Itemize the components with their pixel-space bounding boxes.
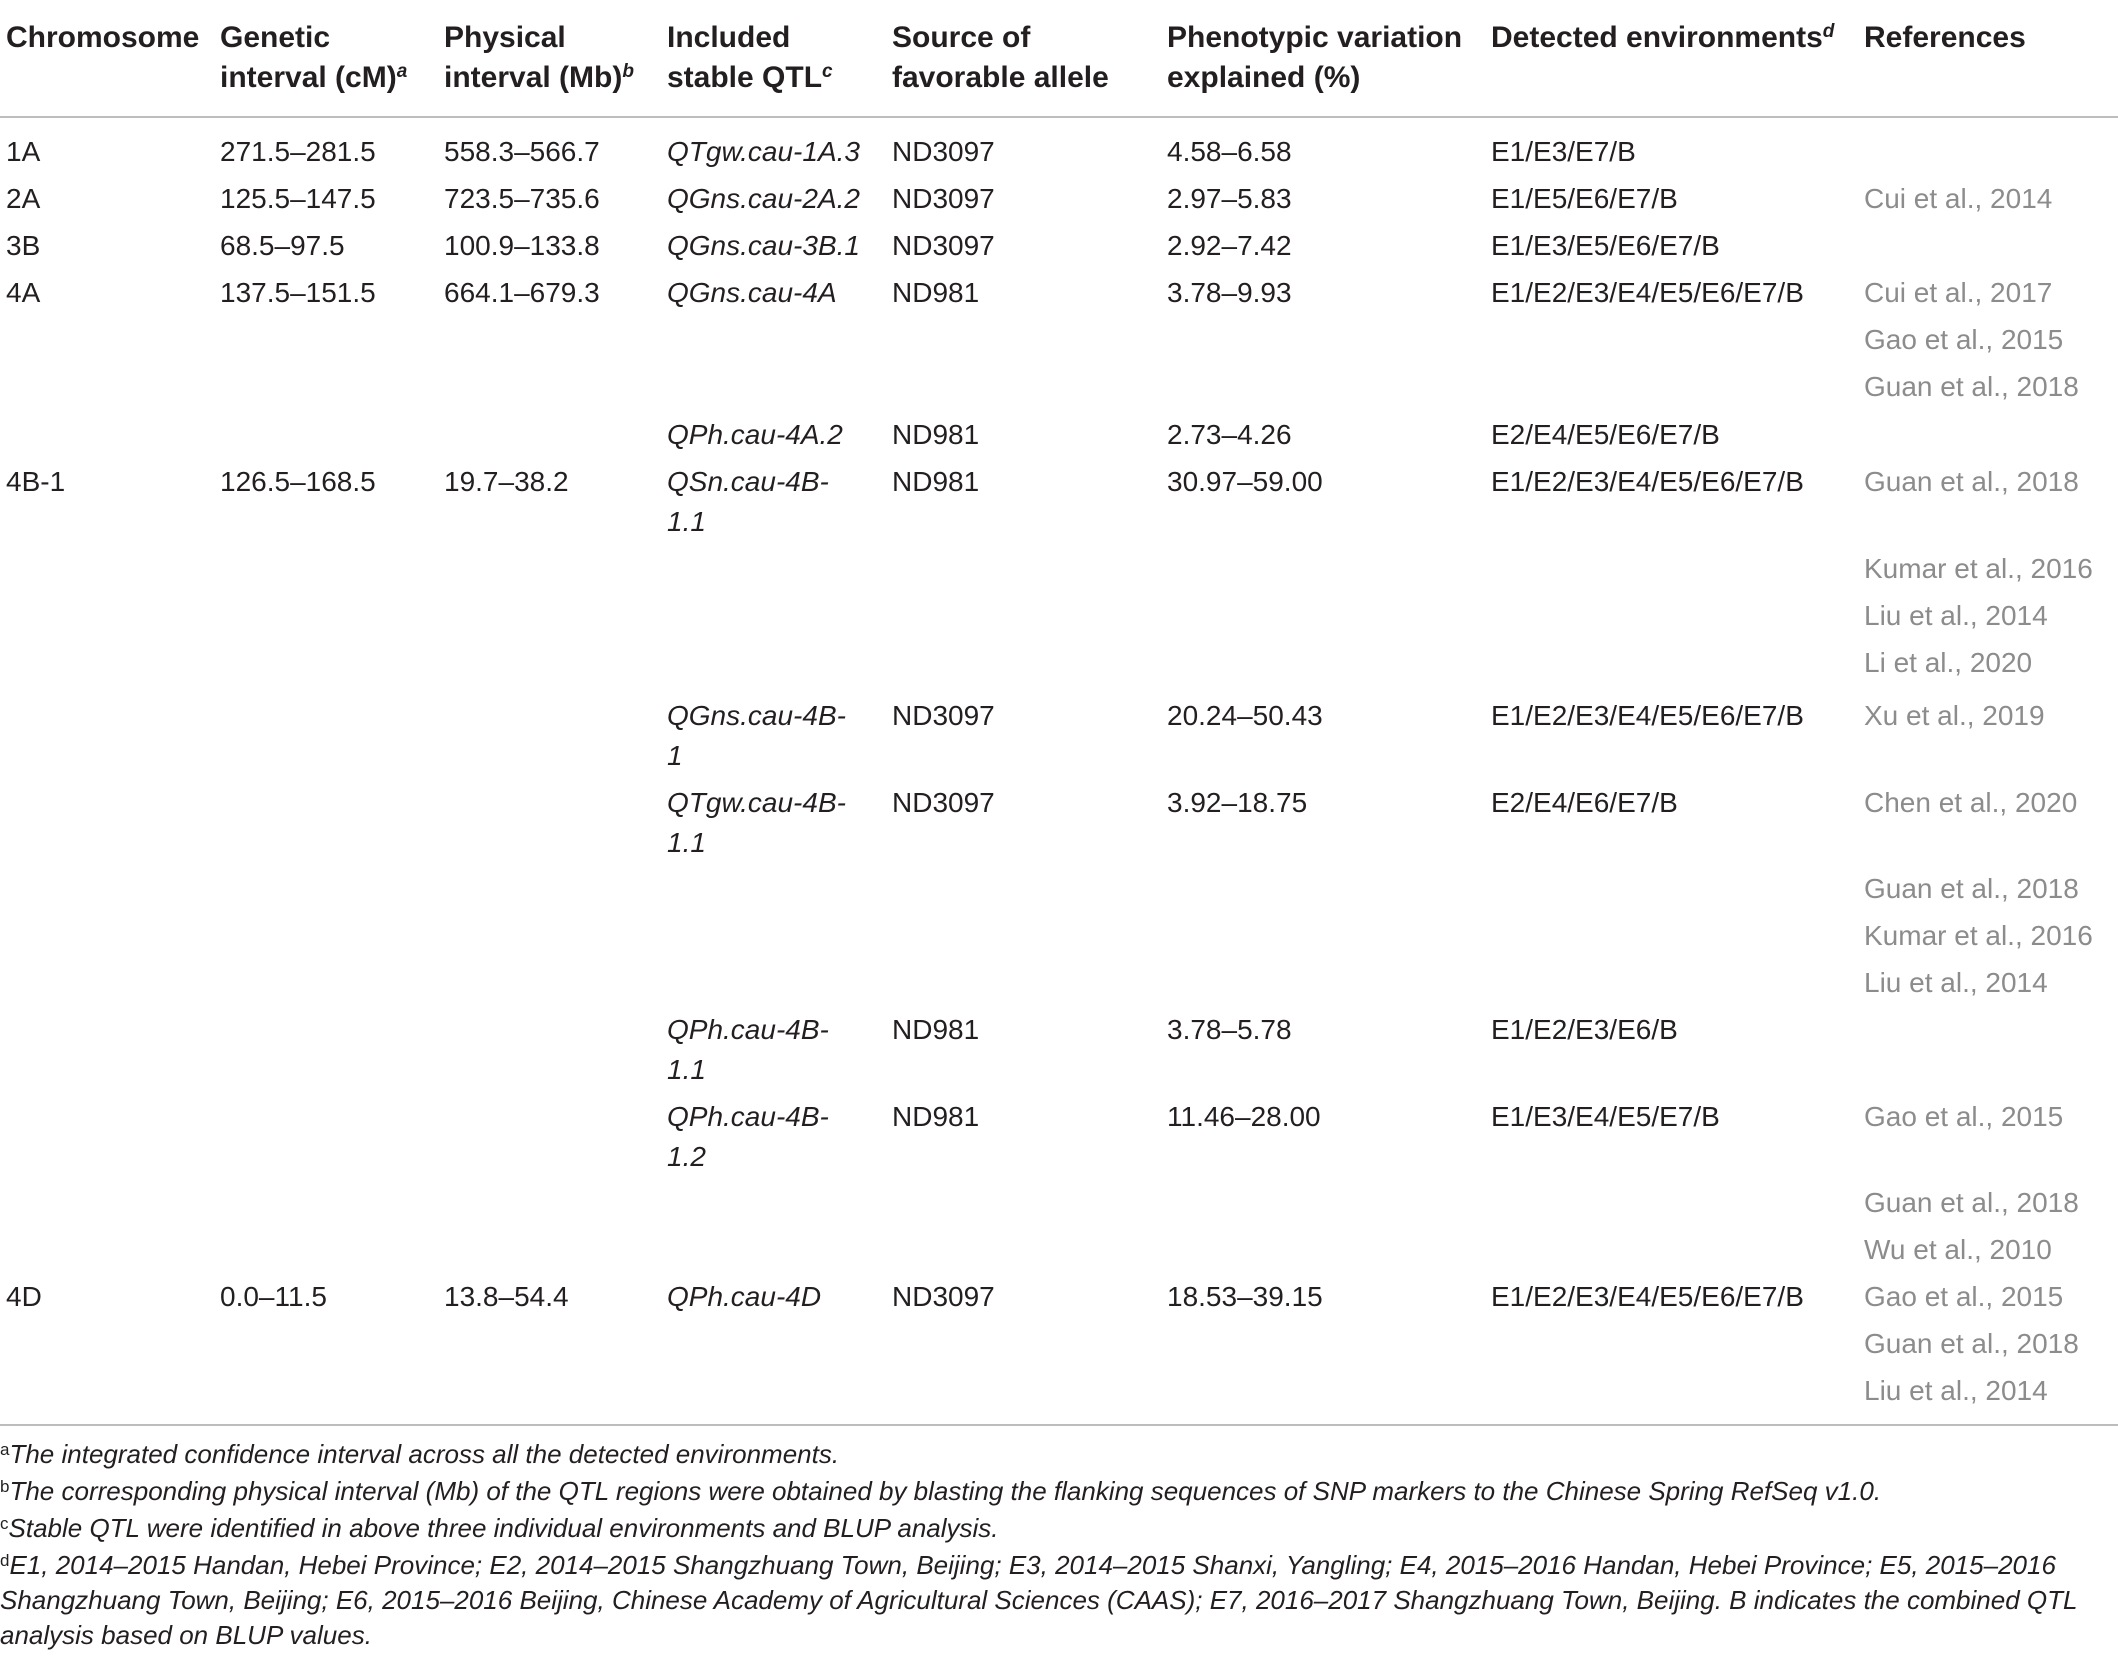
cell-qtl: QPh.cau-4D [667, 1281, 822, 1312]
cell-pve: 30.97–59.00 [1167, 466, 1323, 497]
reference-link[interactable]: Gao et al., 2015 [1864, 324, 2064, 355]
cell-source: ND3097 [892, 1281, 995, 1312]
cell-physical-interval: 723.5–735.6 [444, 183, 600, 214]
cell-source: ND3097 [892, 136, 995, 167]
header-chromosome: Chromosome [6, 21, 200, 54]
cell-qtl: QGns.cau-2A.2 [667, 183, 860, 214]
cell-pve: 2.97–5.83 [1167, 183, 1292, 214]
header-stable-qtl: Included stable QTL$^c$ [667, 21, 833, 94]
reference-link[interactable]: Cui et al., 2017 [1864, 277, 2053, 308]
cell-qtl: QGns.cau-3B.1 [667, 230, 860, 261]
reference-link[interactable]: Liu et al., 2014 [1864, 1375, 2048, 1406]
cell-source: ND3097 [892, 183, 995, 214]
cell-genetic-interval: 0.0–11.5 [220, 1281, 327, 1312]
cell-environments: E1/E2/E3/E4/E5/E6/E7/B [1491, 277, 1804, 308]
cell-chromosome: 3B [6, 230, 41, 261]
reference-link[interactable]: Li et al., 2020 [1864, 647, 2033, 678]
header-phenotypic-variation: Phenotypic variation explained (%) [1167, 21, 1463, 94]
reference-link[interactable]: Liu et al., 2014 [1864, 600, 2048, 631]
reference-link[interactable]: Xu et al., 2019 [1864, 700, 2045, 731]
cell-environments: E1/E3/E7/B [1491, 136, 1636, 167]
cell-pve: 3.78–5.78 [1167, 1014, 1292, 1045]
header-detected-environments: Detected environments$^d$ [1491, 21, 1835, 54]
header-genetic-interval: Genetic interval (cM)$^a$ [220, 21, 408, 94]
footnote-a: $^a$The integrated confidence interval across all the detected environments. [0, 1439, 840, 1469]
cell-qtl: QTgw.cau-4B- 1.1 [667, 787, 846, 858]
cell-environments: E2/E4/E5/E6/E7/B [1491, 419, 1720, 450]
reference-link[interactable]: Cui et al., 2014 [1864, 183, 2053, 214]
cell-environments: E1/E2/E3/E4/E5/E6/E7/B [1491, 466, 1804, 497]
footnote-d: $^d$E1, 2014–2015 Handan, Hebei Province; E2, 2014–2015 Shangzhuang Town, Beijing; E3, 2014–2015 Shanxi, Yangling; E4, 2015–2016 Handan, Hebei Province; E5, 2015–2016 Shangzhuang Town, Beijing; E6, 2015–2016 Beijing, Chinese Academy of Agricultural Sciences (CAAS); E7, 2016–2017 Shangzhuang Town, Beijing. B indicates the combined QTL analysis based on BLUP values. [0, 1550, 2077, 1650]
cell-environments: E1/E3/E5/E6/E7/B [1491, 230, 1720, 261]
cell-genetic-interval: 126.5–168.5 [220, 466, 376, 497]
cell-physical-interval: 664.1–679.3 [444, 277, 600, 308]
header-source-allele: Source of favorable allele [892, 21, 1109, 94]
reference-link[interactable]: Guan et al., 2018 [1864, 1328, 2079, 1359]
cell-genetic-interval: 125.5–147.5 [220, 183, 376, 214]
cell-qtl: QPh.cau-4B- 1.1 [667, 1014, 829, 1085]
cell-physical-interval: 19.7–38.2 [444, 466, 569, 497]
cell-chromosome: 4D [6, 1281, 42, 1312]
reference-link[interactable]: Liu et al., 2014 [1864, 967, 2048, 998]
reference-link[interactable]: Kumar et al., 2016 [1864, 553, 2093, 584]
header-references: References [1864, 21, 2026, 54]
cell-chromosome: 4B-1 [6, 466, 66, 497]
cell-source: ND981 [892, 277, 980, 308]
cell-qtl: QGns.cau-4B- 1 [667, 700, 846, 771]
cell-environments: E1/E2/E3/E4/E5/E6/E7/B [1491, 1281, 1804, 1312]
cell-source: ND3097 [892, 230, 995, 261]
table-bottom-divider [0, 1424, 2118, 1426]
cell-qtl: QSn.cau-4B- 1.1 [667, 466, 829, 537]
reference-link[interactable]: Kumar et al., 2016 [1864, 920, 2093, 951]
cell-chromosome: 1A [6, 136, 41, 167]
reference-link[interactable]: Guan et al., 2018 [1864, 466, 2079, 497]
cell-source: ND3097 [892, 700, 995, 731]
footnote-b: $^b$The corresponding physical interval (Mb) of the QTL regions were obtained by blasting the flanking sequences of SNP markers to the Chinese Spring RefSeq v1.0. [0, 1476, 1882, 1506]
cell-physical-interval: 558.3–566.7 [444, 136, 600, 167]
reference-link[interactable]: Gao et al., 2015 [1864, 1101, 2064, 1132]
reference-link[interactable]: Chen et al., 2020 [1864, 787, 2078, 818]
cell-pve: 4.58–6.58 [1167, 136, 1292, 167]
header-divider [0, 116, 2118, 118]
reference-link[interactable]: Gao et al., 2015 [1864, 1281, 2064, 1312]
reference-link[interactable]: Wu et al., 2010 [1864, 1234, 2052, 1265]
cell-environments: E2/E4/E6/E7/B [1491, 787, 1678, 818]
cell-source: ND981 [892, 466, 980, 497]
reference-link[interactable]: Guan et al., 2018 [1864, 371, 2079, 402]
cell-chromosome: 4A [6, 277, 41, 308]
cell-genetic-interval: 271.5–281.5 [220, 136, 376, 167]
cell-physical-interval: 100.9–133.8 [444, 230, 600, 261]
header-physical-interval: Physical interval $(Mb)^b$ [444, 21, 634, 94]
cell-pve: 2.73–4.26 [1167, 419, 1292, 450]
cell-pve: 20.24–50.43 [1167, 700, 1323, 731]
cell-qtl: QPh.cau-4A.2 [667, 419, 843, 450]
cell-pve: 11.46–28.00 [1167, 1101, 1321, 1132]
cell-environments: E1/E5/E6/E7/B [1491, 183, 1678, 214]
footnote-c: $^c$Stable QTL were identified in above three individual environments and BLUP analysis. [0, 1513, 999, 1543]
cell-source: ND3097 [892, 787, 995, 818]
cell-pve: 3.78–9.93 [1167, 277, 1292, 308]
cell-physical-interval: 13.8–54.4 [444, 1281, 569, 1312]
cell-source: ND981 [892, 1014, 980, 1045]
cell-source: ND981 [892, 1101, 980, 1132]
cell-pve: 18.53–39.15 [1167, 1281, 1323, 1312]
cell-qtl: QPh.cau-4B- 1.2 [667, 1101, 829, 1172]
cell-genetic-interval: 68.5–97.5 [220, 230, 345, 261]
cell-environments: E1/E2/E3/E6/B [1491, 1014, 1678, 1045]
cell-qtl: QTgw.cau-1A.3 [667, 136, 860, 167]
reference-link[interactable]: Guan et al., 2018 [1864, 873, 2079, 904]
cell-source: ND981 [892, 419, 980, 450]
cell-qtl: QGns.cau-4A [667, 277, 837, 308]
cell-pve: 3.92–18.75 [1167, 787, 1308, 818]
cell-chromosome: 2A [6, 183, 41, 214]
cell-environments: E1/E3/E4/E5/E7/B [1491, 1101, 1720, 1132]
cell-genetic-interval: 137.5–151.5 [220, 277, 376, 308]
cell-pve: 2.92–7.42 [1167, 230, 1292, 261]
reference-link[interactable]: Guan et al., 2018 [1864, 1187, 2079, 1218]
cell-environments: E1/E2/E3/E4/E5/E6/E7/B [1491, 700, 1804, 731]
